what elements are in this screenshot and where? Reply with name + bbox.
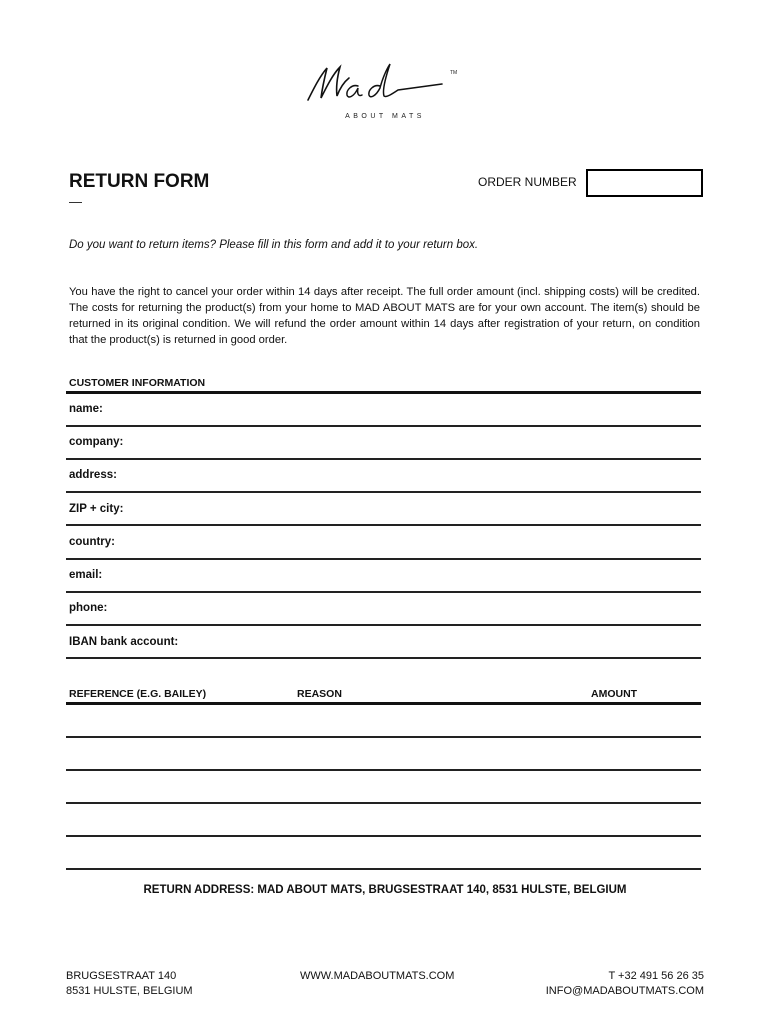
column-reason: REASON <box>297 688 342 700</box>
field-company-label: company: <box>69 436 124 448</box>
title-dash: — <box>69 194 82 209</box>
policy-text: You have the right to cancel your order within 14 days after receipt. The full order amount (incl. shipping costs) will be credited. The costs for returning the product(s) from your home to MAD ABOUT MATS are for your own account. The item(s) should be returned in its original condition. We will refund the order amount within 14 days after registration of your return, on condition that the product(s) is returned in good order. <box>69 286 700 346</box>
footer-website[interactable]: WWW.MADABOUTMATS.COM <box>300 970 455 982</box>
brand-logo <box>300 58 470 128</box>
footer-email[interactable]: INFO@MADABOUTMATS.COM <box>545 985 704 997</box>
field-zip-city-line[interactable] <box>66 524 701 526</box>
field-address-label: address: <box>69 469 117 481</box>
field-zip-city-label: ZIP + city: <box>69 503 124 515</box>
field-country-label: country: <box>69 536 115 548</box>
logo-script-mad <box>300 58 470 114</box>
intro-text: Do you want to return items? Please fill in this form and add it to your return box. <box>69 239 479 251</box>
field-iban-line[interactable] <box>66 657 701 659</box>
table-row-line[interactable] <box>66 736 701 738</box>
table-row-line[interactable] <box>66 868 701 870</box>
field-email-label: email: <box>69 569 103 581</box>
section-divider <box>66 391 701 394</box>
field-name-label: name: <box>69 403 103 415</box>
return-address: RETURN ADDRESS: MAD ABOUT MATS, BRUGSESTRAAT 140, 8531 HULSTE, BELGIUM <box>143 884 627 896</box>
footer-address-line2: 8531 HULSTE, BELGIUM <box>66 985 193 997</box>
page-title: RETURN FORM <box>69 171 210 192</box>
column-amount: AMOUNT <box>591 688 638 700</box>
field-name-line[interactable] <box>66 425 701 427</box>
field-phone-line[interactable] <box>66 624 701 626</box>
footer-address-line1: BRUGSESTRAAT 140 <box>66 970 177 982</box>
field-iban-label: IBAN bank account: <box>69 636 179 648</box>
field-phone-label: phone: <box>69 602 108 614</box>
footer-address <box>66 969 193 999</box>
footer-contact <box>546 969 704 999</box>
order-number-field[interactable] <box>586 169 703 197</box>
logo-tagline: ABOUT MATS <box>345 113 425 120</box>
order-number-label: ORDER NUMBER <box>478 175 577 189</box>
table-header-divider <box>66 702 701 705</box>
field-company-line[interactable] <box>66 458 701 460</box>
table-row-line[interactable] <box>66 835 701 837</box>
table-row-line[interactable] <box>66 769 701 771</box>
field-address-line[interactable] <box>66 491 701 493</box>
table-row-line[interactable] <box>66 802 701 804</box>
field-country-line[interactable] <box>66 558 701 560</box>
field-email-line[interactable] <box>66 591 701 593</box>
customer-info-heading: CUSTOMER INFORMATION <box>69 377 206 389</box>
footer-phone: T +32 491 56 26 35 <box>608 970 704 982</box>
trademark-mark: TM <box>450 70 458 76</box>
column-reference: REFERENCE (E.G. BAILEY) <box>69 688 207 700</box>
